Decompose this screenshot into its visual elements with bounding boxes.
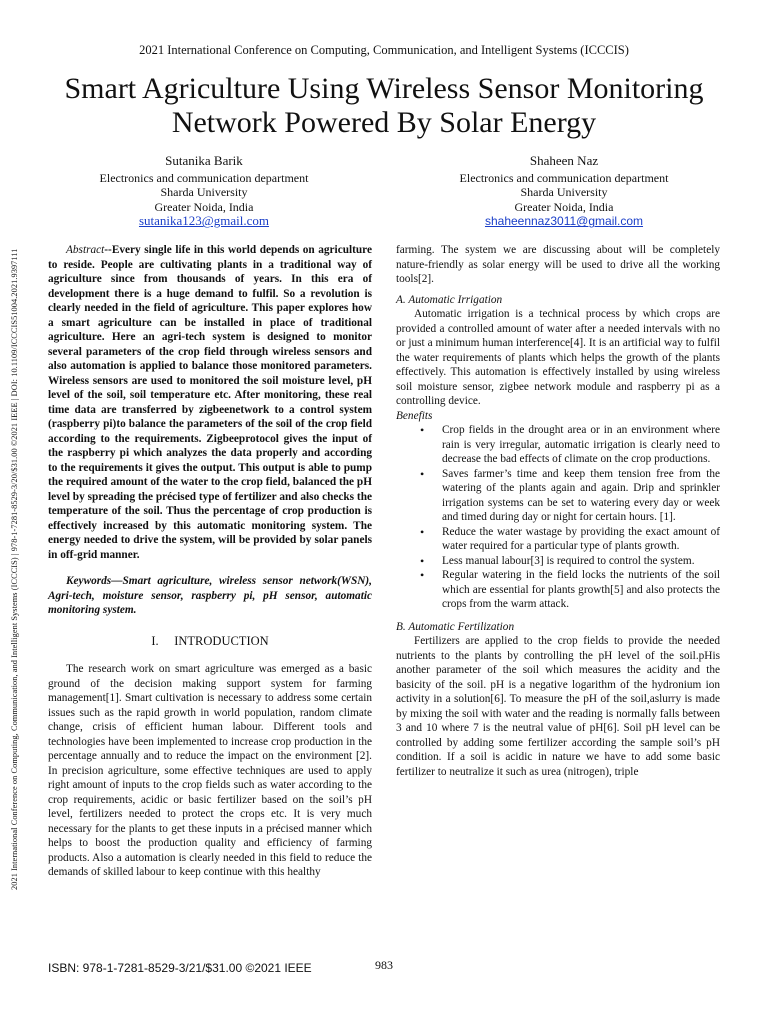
author-block-1 xyxy=(24,154,384,229)
benefit-item: • Reduce the water wastage by providing the exact amount of water required for a particular type of plants growth. xyxy=(396,525,720,554)
abstract-text: --Every single life in this world depends on agriculture to reside. People are cultivating plants in a traditional way of agriculture since from thousands of years. In this era of development there is a huge demand to fulfil. So a revolution is clearly needed in the field of agriculture. This paper explores how a smart agriculture can be installed in place of traditional agriculture. Here an agri-tech system is designed to monitor several parameters of the crop field through wireless sensors and also automation is applied to balance those monitored parameters. Wireless sensors are used to monitored the soil moisture level, pH level of the soil, soil temperature etc. After monitoring, these real time data are transferred by zigbeenetwork to a control system (raspberry pi)to balance the parameters of the soil of the crop field according to the requirements. Zigbeeprotocol gives the input of the raspberry pi which analyzes the data properly and according to the requirements it gives the output. This output is able to pump the required amount of the water to the crop field, balanced the pH level by spreading the précised type of fertilizer and also checks the temperature of the soil. Thus the percentage of crop production is effectively increased by this automatic monitoring system. The energy needed to drive the system, will be provided by solar panels in off-grid manner. xyxy=(48,244,372,561)
right-column xyxy=(396,243,720,779)
keywords-text: —Smart agriculture, wireless sensor network(WSN), Agri-tech, moisture sensor, raspberry pi, pH sensor, automatic monitoring system. xyxy=(48,575,372,616)
author-email-link[interactable]: shaheennaz3011@gmail.com xyxy=(484,214,644,229)
section-a-heading: A. Automatic Irrigation xyxy=(396,293,503,306)
section-b-heading: B. Automatic Fertilization xyxy=(396,620,515,633)
abstract-lead: Abstract xyxy=(66,244,105,256)
author-email-link[interactable]: sutanika123@gmail.com xyxy=(138,213,270,229)
author-name: Shaheen Naz xyxy=(529,153,599,168)
author-city: Greater Noida, India xyxy=(514,199,614,214)
conference-header: 2021 International Conference on Computing, Communication, and Intelligent Systems (ICCCIS) xyxy=(139,43,629,57)
author-name: Sutanika Barik xyxy=(165,153,243,168)
side-copyright-note: 2021 International Conference on Computing, Communication, and Intelligent Systems (ICCCIS) | 978-1-7281-8529-3/20/$31.00 ©2021 IEEE | DOI: 10.1109/ICCCIS51004.2021.9397111 xyxy=(10,248,19,890)
benefit-item: • Saves farmer’s time and keep them tension free from the watering of the plants again and again. Drip and sprinkler irrigation systems can be set to watering every day or week and timed during day or night for certain hours. [1]. xyxy=(396,467,720,525)
author-department: Electronics and communication department xyxy=(99,170,309,185)
abstract xyxy=(48,243,372,562)
title-line-1: Smart Agriculture Using Wireless Sensor Monitoring xyxy=(64,72,704,105)
benefits-label: Benefits xyxy=(396,409,433,422)
benefits-list xyxy=(396,423,720,612)
author-university: Sharda University xyxy=(520,185,608,200)
section-a-paragraph: Automatic irrigation is a technical process by which crops are provided a controlled amount of water after a needed intervals with no or just a minimum human interference[4]. It is an artificial way to fulfil the water requirements of plants which helps the growth of the plants effectively. This automation is effectively installed by using wireless soil moisture sensor, zigbee network module and raspberry pi as a controlling device. xyxy=(396,308,720,407)
author-university: Sharda University xyxy=(160,185,248,200)
author-department: Electronics and communication department xyxy=(459,170,669,185)
benefit-item: • Regular watering in the field locks the nutrients of the soil which are essential for plants growth[5] and also protects the crops from the warm attack. xyxy=(396,568,720,612)
introduction-paragraph: The research work on smart agriculture was emerged as a basic ground of the decision making support system for farming management[1]. Smart cultivation is necessary to address some certain issues such as the rapid growth in world population, random climate change, crisis of efficient human labour. Different tools and technologies have been implemented to increase crop production in the percentage annually and to reduce the impact on the environment [2]. In precision agriculture, some effective techniques are used to apply right amount of inputs to the crop fields such as water according to the crop requirements, acidic or basic fertilizer based on the soil’s pH level, fertilizers needed to protect the crops etc. It is very much necessary for the plants to get these inputs in a précised manner which helps to boost the production quality and efficiency of farming products. Also a automation is clearly needed in this field to reduce the demands of skilled labour to keep continue with this healthy xyxy=(48,663,372,878)
introduction-heading: I. INTRODUCTION xyxy=(151,633,269,648)
left-column xyxy=(48,243,372,880)
page-number: 983 xyxy=(375,958,393,972)
keywords xyxy=(48,574,372,618)
introduction-continued: farming. The system we are discussing about will be completely nature-friendly as solar energy will be used to drive all the working tools[2]. xyxy=(396,244,720,285)
author-city: Greater Noida, India xyxy=(154,199,254,214)
benefit-item: • Less manual labour[3] is required to control the system. xyxy=(396,554,720,569)
author-block-2 xyxy=(384,154,744,229)
benefit-item: • Crop fields in the drought area or in an environment where rain is very irregular, automatic irrigation is clearly need to decrease the bad effects of climate on the crop productions. xyxy=(396,423,720,467)
paper-title xyxy=(40,72,728,140)
section-b-paragraph: Fertilizers are applied to the crop fields to provide the needed nutrients to the plants by controlling the pH level of the soil.pHis another parameter of the soil which measures the acidity and the basicity of the soil. pH is a negative logarithm of the hydronium ion activity in a solution[6]. To measure the pH of the soil,aslurry is made by mixing the soil with water and the reading is normally falls between 3 and 10 where 7 is the neutral value of pH[6]. Soil pH level can be controlled by adding some fertilizer according the sample soil’s pH condition. If a soil is acidic in nature we have to add some basic fertilizer to neutralize it such as urea (nitrogen), triple xyxy=(396,635,720,778)
footer-isbn: ISBN: 978-1-7281-8529-3/21/$31.00 ©2021 IEEE xyxy=(48,961,312,975)
title-line-2: Network Powered By Solar Energy xyxy=(171,106,597,139)
keywords-lead: Keywords xyxy=(66,575,112,587)
